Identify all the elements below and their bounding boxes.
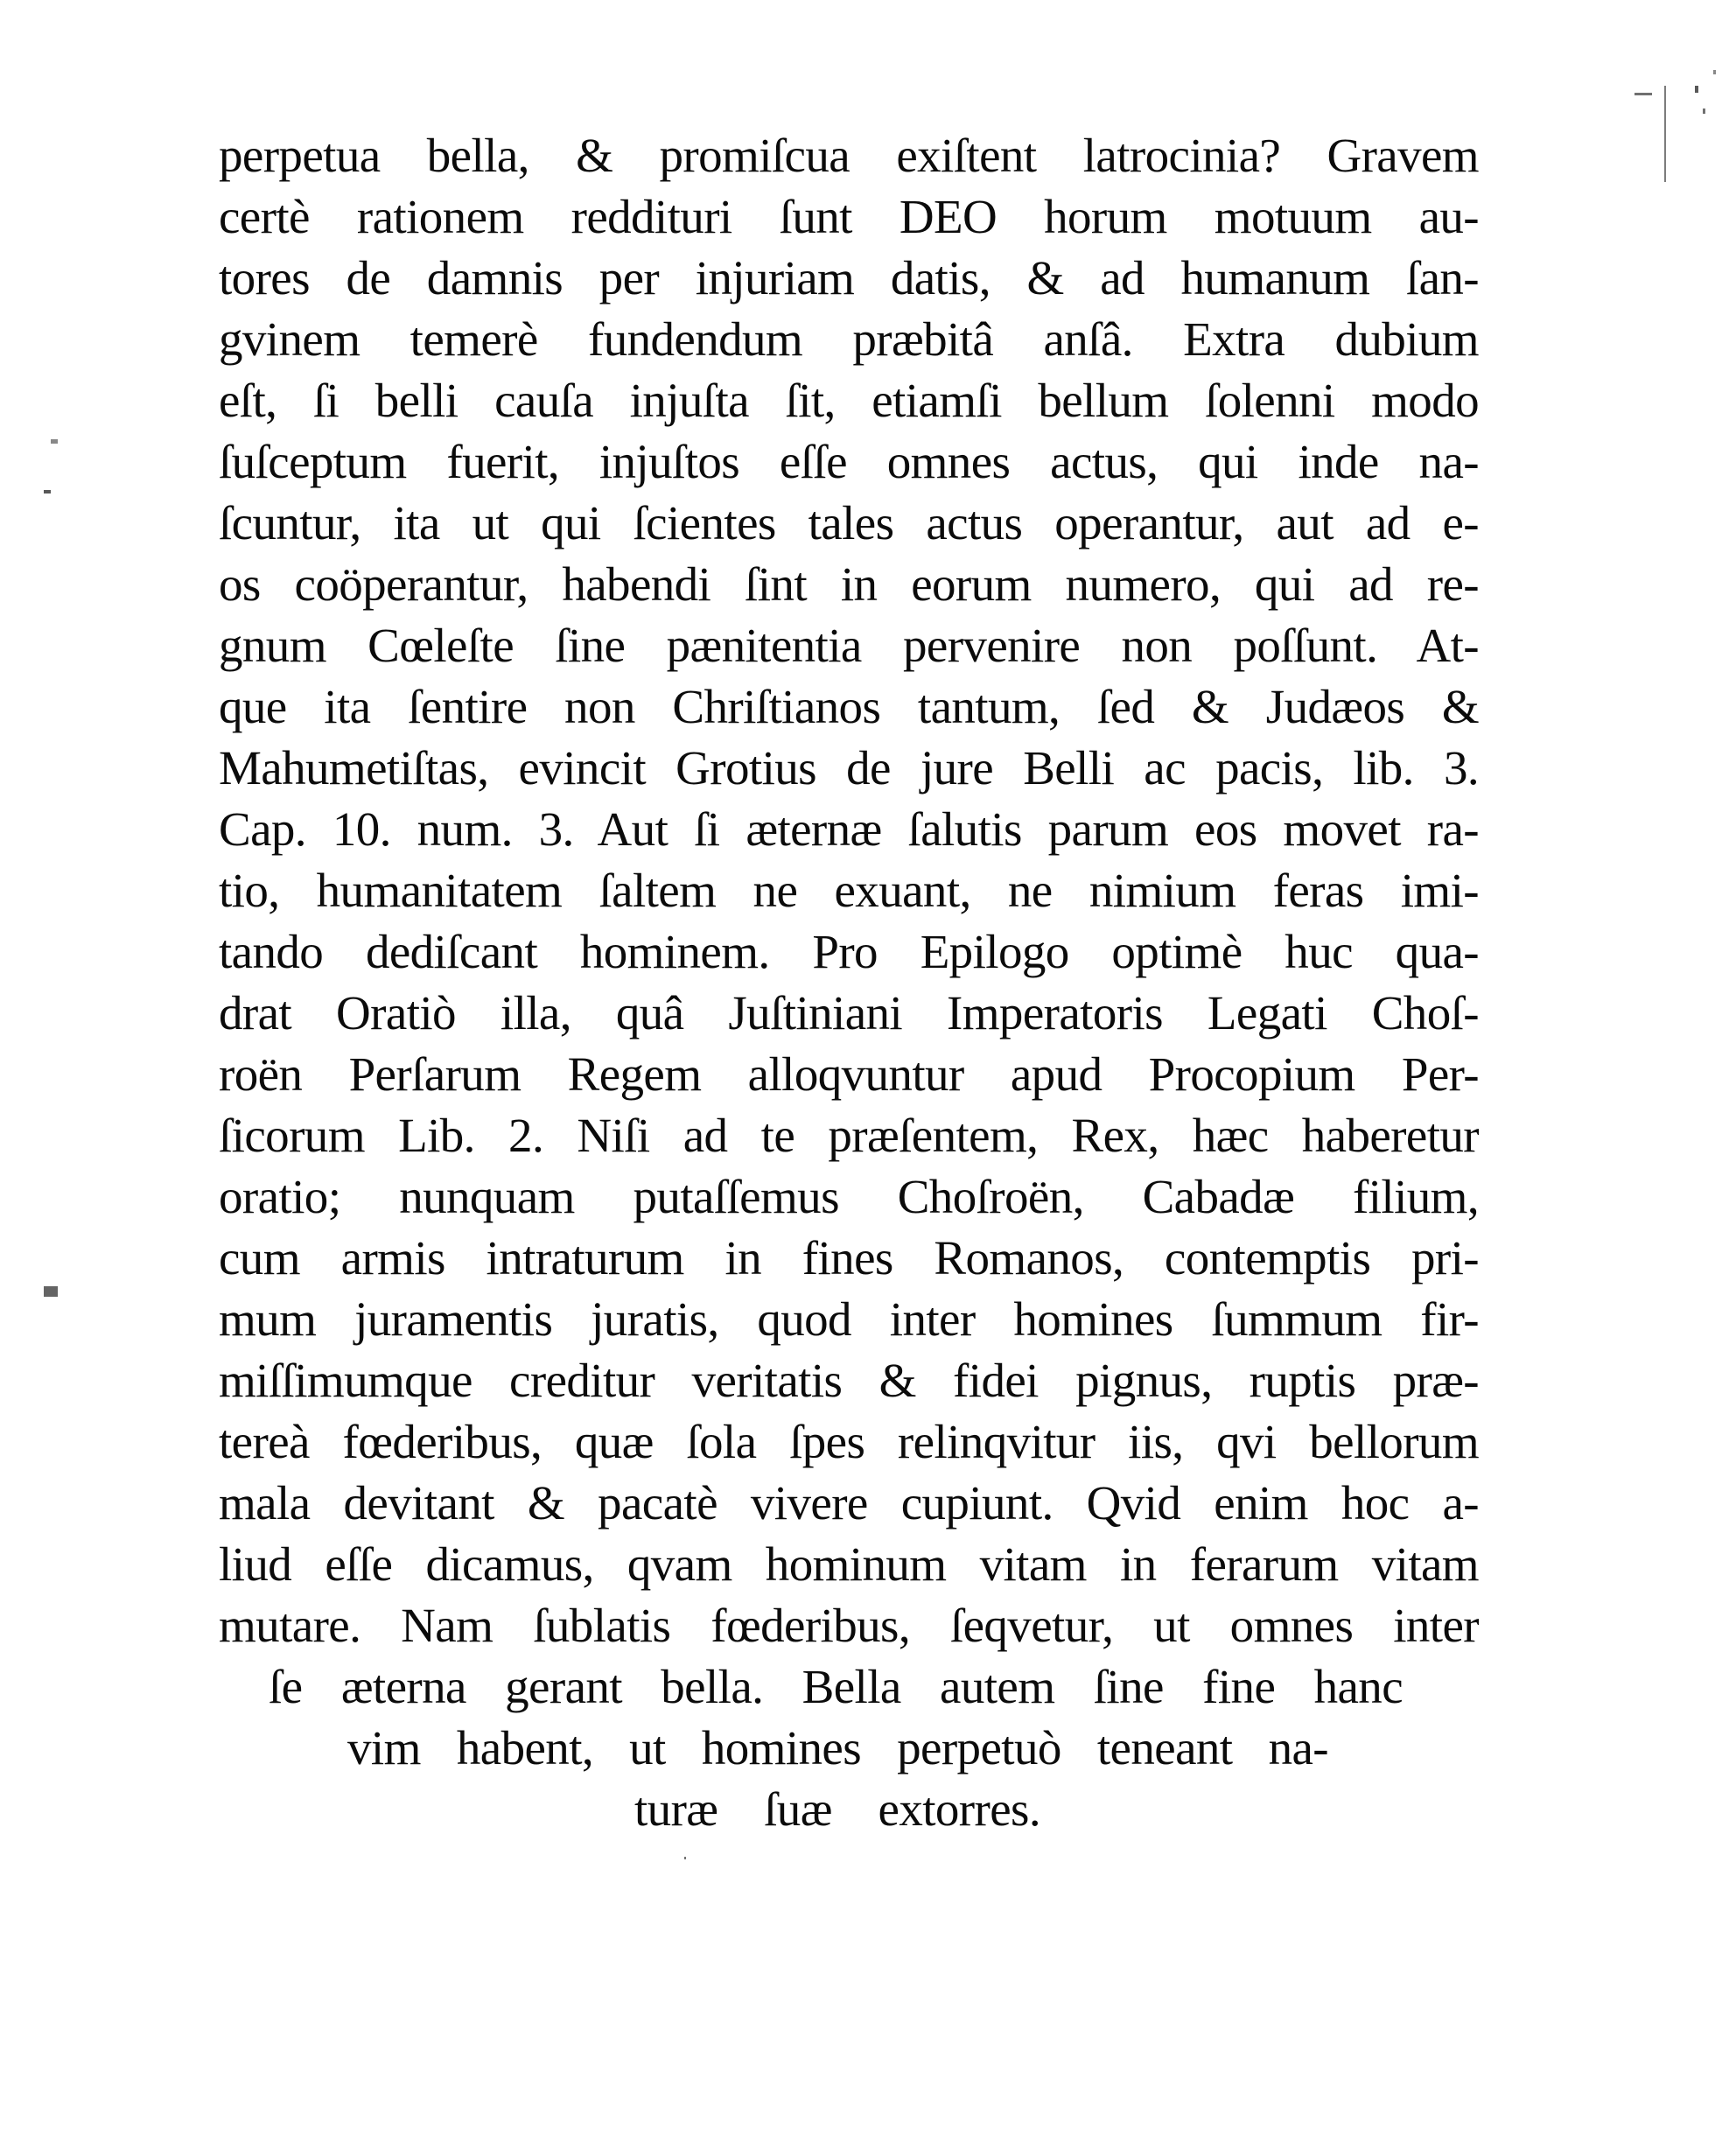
closing-line: turæ ſuæ extorres. [634,1782,1040,1836]
scan-edge-mark [1713,70,1716,74]
text-line: ſuſceptum fuerit, injuſtos eſſe omnes actus, qui inde na- [219,435,1479,488]
scan-speck [44,1286,58,1297]
text-line: miſſimumque creditur veritatis & fidei pignus, ruptis præ- [219,1354,1479,1407]
text-line: mum juramentis juratis, quod inter homines ſummum fir- [219,1292,1479,1346]
closing-line: ſe æterna gerant bella. Bella autem ſine fine hanc [269,1660,1403,1713]
text-line: mutare. Nam ſublatis fœderibus, ſeqvetur, ut omnes inter [219,1599,1479,1652]
text-line: ſicorum Lib. 2. Niſi ad te præſentem, Rex, hæc haberetur [219,1109,1479,1162]
text-line: os coöperantur, habendi ſint in eorum numero, qui ad re- [219,557,1479,611]
scan-speck [44,490,51,494]
scan-speck [684,1857,686,1859]
text-line: que ita ſentire non Chriſtianos tantum, ſed & Judæos & [219,680,1479,733]
scan-edge-mark [1664,86,1666,182]
text-line: eſt, ſi belli cauſa injuſta ſit, etiamſi bellum ſolenni modo [219,374,1479,427]
text-line: Cap. 10. num. 3. Aut ſi æternæ ſalutis parum eos movet ra- [219,802,1479,856]
text-line: tio, humanitatem ſaltem ne exuant, ne nimium feras imi- [219,864,1479,917]
text-line: drat Oratiò illa, quâ Juſtiniani Imperatoris Legati Choſ- [219,986,1479,1040]
text-line: tando dediſcant hominem. Pro Epilogo optimè huc qua- [219,925,1479,978]
scan-edge-mark [1634,93,1652,95]
scan-edge-mark [1695,86,1698,93]
text-line: mala devitant & pacatè vivere cupiunt. Qvid enim hoc a- [219,1476,1479,1530]
text-line: liud eſſe dicamus, qvam hominum vitam in ferarum vitam [219,1537,1479,1591]
closing-line: vim habent, ut homines perpetuò teneant na- [347,1721,1328,1774]
text-line: oratio; nunquam putaſſemus Choſroën, Cabadæ filium, [219,1170,1479,1223]
text-line: ſcuntur, ita ut qui ſcientes tales actus operantur, aut ad e- [219,496,1479,550]
scan-speck [51,439,58,444]
text-line: gvinem temerè fundendum præbitâ anſâ. Extra dubium [219,312,1479,366]
text-line: Mahumetiſtas, evincit Grotius de jure Belli ac pacis, lib. 3. [219,741,1479,794]
text-line: perpetua bella, & promiſcua exiſtent latrocinia? Gravem [219,129,1479,182]
text-line: certè rationem reddituri ſunt DEO horum motuum au- [219,190,1479,243]
scan-edge-mark [1703,108,1705,114]
text-line: gnum Cœleſte ſine pænitentia pervenire non poſſunt. At- [219,619,1479,672]
text-line: tereà fœderibus, quæ ſola ſpes relinqvitur iis, qvi bellorum [219,1415,1479,1468]
text-line: tores de damnis per injuriam datis, & ad humanum ſan- [219,251,1479,304]
text-line: roën Perſarum Regem alloqvuntur apud Procopium Per- [219,1047,1479,1101]
text-line: cum armis intraturum in fines Romanos, contemptis pri- [219,1231,1479,1284]
